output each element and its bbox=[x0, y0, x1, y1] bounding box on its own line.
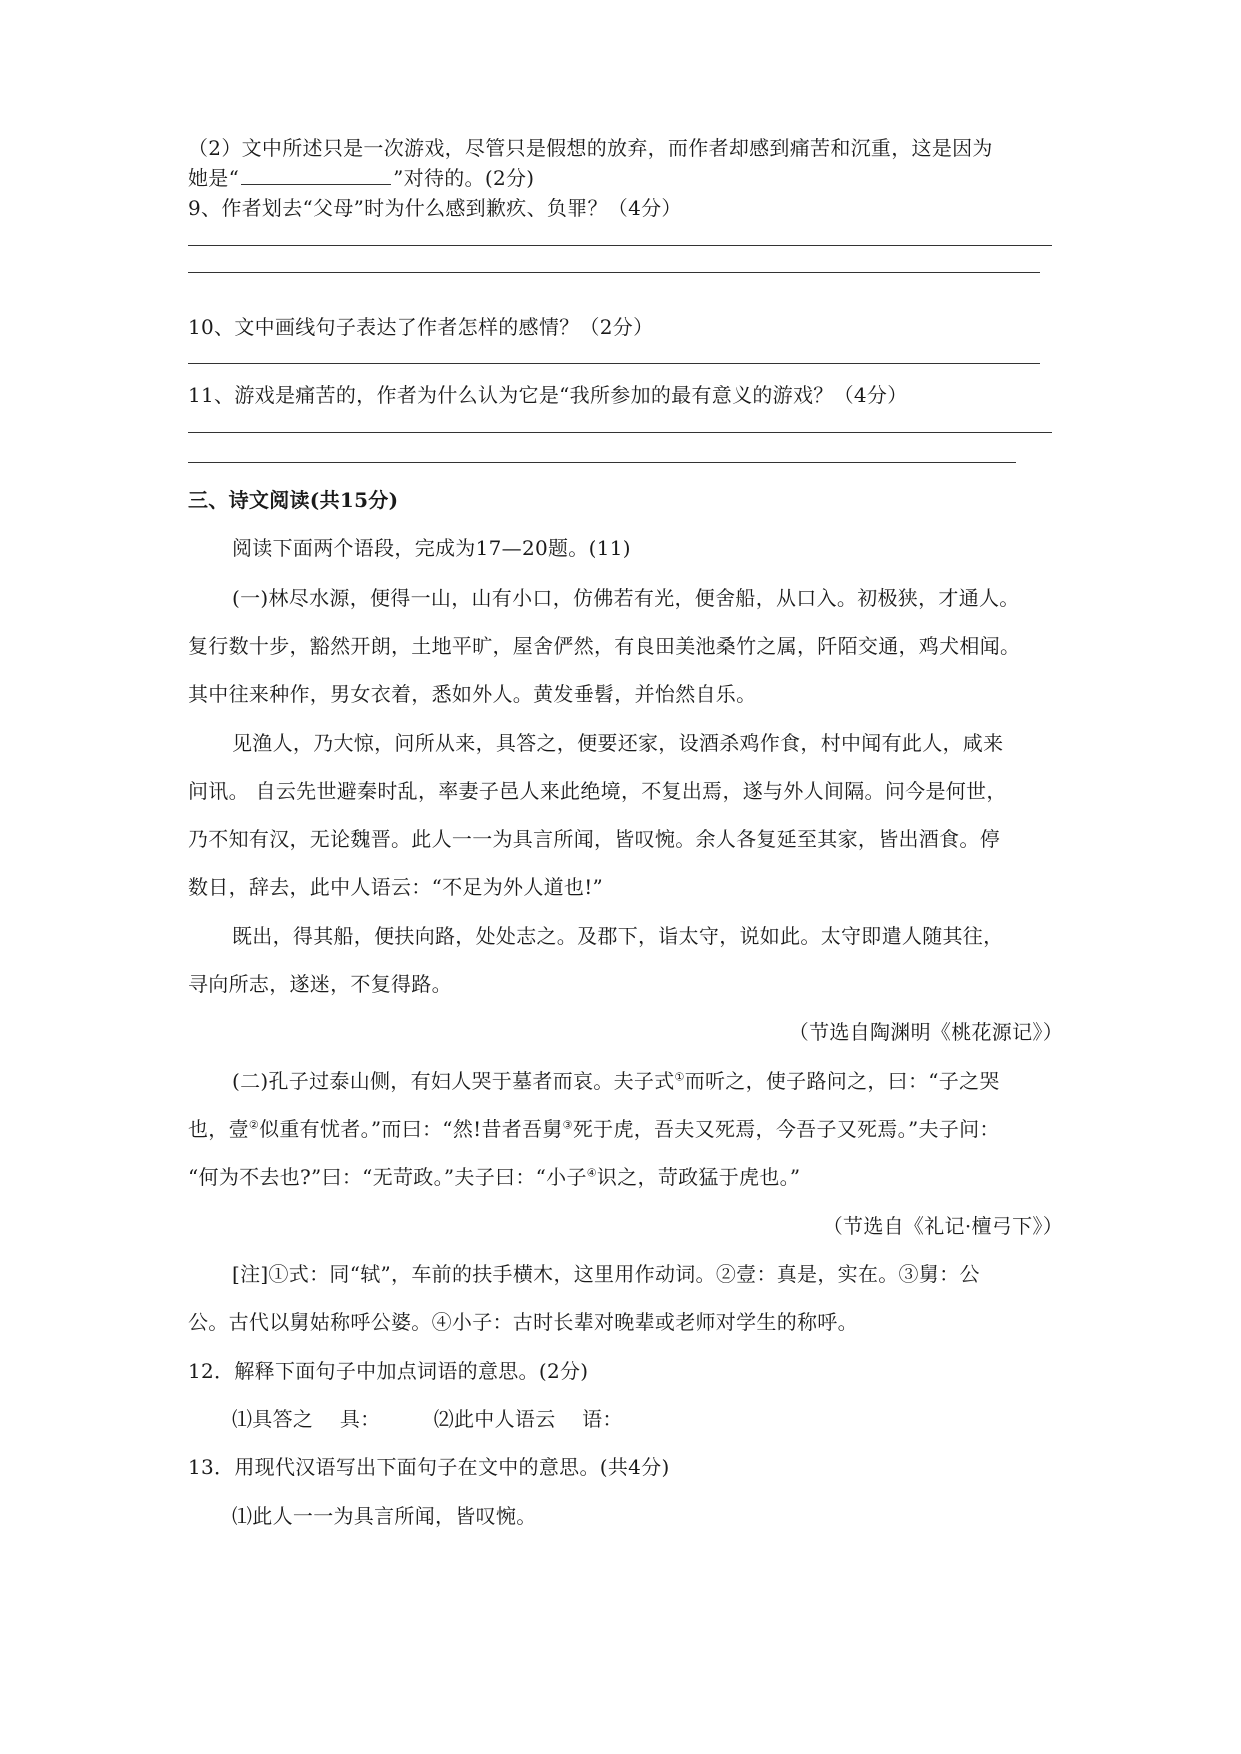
q8-2-line2-post: ”对待的。(2分) bbox=[393, 166, 535, 190]
passage1-p1-line3: 其中往来种作，男女衣着，悉如外人。黄发垂髫，并怡然自乐。 bbox=[188, 682, 757, 706]
answer-line[interactable] bbox=[188, 432, 1052, 433]
passage1-p3-line2: 寻向所志，遂迷，不复得路。 bbox=[188, 972, 452, 996]
answer-line[interactable] bbox=[188, 272, 1040, 273]
q8-2-line1: （2）文中所述只是一次游戏，尽管只是假想的放弃，而作者却感到痛苦和沉重，这是因为 bbox=[188, 136, 993, 160]
answer-line[interactable] bbox=[188, 363, 1040, 364]
passage1-p1-line2: 复行数十步，豁然开朗，土地平旷，屋舍俨然，有良田美池桑竹之属，阡陌交通，鸡犬相闻。 bbox=[188, 634, 1021, 658]
q8-2-line2-pre: 她是“ bbox=[188, 166, 240, 190]
passage2-line1-b: 而听之，使子路问之，曰：“子之哭 bbox=[684, 1069, 1000, 1093]
section-3-title: 三、诗文阅读(共15分) bbox=[188, 488, 399, 512]
passage2-line3 bbox=[188, 1163, 800, 1191]
passage2-line3-b: 识之，苛政猛于虎也。” bbox=[596, 1165, 801, 1189]
passage2-line2 bbox=[188, 1115, 1000, 1143]
passage1-p3-line1: 既出，得其船，便扶向路，处处志之。及郡下，诣太守，说如此。太守即遣人随其往， bbox=[232, 924, 1004, 948]
notes-line1: [注]①式：同“轼”，车前的扶手横木，这里用作动词。②壹：真是，实在。③舅：公 bbox=[232, 1262, 980, 1286]
passage1-p1-line1: (一)林尽水源，便得一山，山有小口，仿佛若有光，便舍船，从口入。初极狭，才通人。 bbox=[232, 586, 1020, 610]
passage1-p2-line3: 乃不知有汉，无论魏晋。此人一一为具言所闻，皆叹惋。余人各复延至其家，皆出酒食。停 bbox=[188, 827, 1000, 851]
answer-line[interactable] bbox=[188, 245, 1052, 246]
passage2-line3-a: “何为不去也?”曰：“无苛政。”夫子曰：“小子 bbox=[188, 1165, 587, 1189]
passage1-p2-line4: 数日，辞去，此中人语云：“不足为外人道也!” bbox=[188, 875, 604, 899]
passage2-line2-c: 死于虎，吾夫又死焉，今吾子又死焉。”夫子问： bbox=[572, 1117, 1000, 1141]
q8-2-line2 bbox=[188, 164, 534, 192]
passage2-line1 bbox=[232, 1067, 1000, 1095]
passage1-source: （节选自陶渊明《桃花源记》） bbox=[788, 1020, 1063, 1044]
q9-question: 9、作者划去“父母”时为什么感到歉疚、负罪？（4分） bbox=[188, 196, 682, 220]
passage2-line2-b: 似重有忧者。”而曰：“然!昔者吾舅 bbox=[259, 1117, 563, 1141]
passage1-p2-line1: 见渔人，乃大惊，问所从来，具答之，便要还家，设酒杀鸡作食，村中闻有此人，咸来 bbox=[232, 731, 1004, 755]
q12-question: 12．解释下面句子中加点词语的意思。(2分) bbox=[188, 1359, 589, 1383]
answer-line[interactable] bbox=[188, 462, 1016, 463]
passage2-line2-a: 也，壹 bbox=[188, 1117, 249, 1141]
q11-question: 11、游戏是痛苦的，作者为什么认为它是“我所参加的最有意义的游戏？（4分） bbox=[188, 383, 908, 407]
q13-item-1: ⑴此人一一为具言所闻，皆叹惋。 bbox=[232, 1504, 537, 1528]
note-marker: ③ bbox=[562, 1118, 573, 1132]
note-marker: ② bbox=[248, 1118, 260, 1132]
q10-question: 10、文中画线句子表达了作者怎样的感情？（2分） bbox=[188, 315, 654, 339]
q12-items: ⑴具答之 具： ⑵此中人语云 语： bbox=[232, 1407, 623, 1431]
passage1-p2-line2: 问讯。 自云先世避秦时乱，率妻子邑人来此绝境，不复出焉，遂与外人间隔。问今是何世， bbox=[188, 779, 1007, 803]
passage2-source: （节选自《礼记·檀弓下》） bbox=[822, 1214, 1063, 1238]
q13-question: 13．用现代汉语写出下面句子在文中的意思。(共4分) bbox=[188, 1455, 670, 1479]
notes-line2: 公。古代以舅姑称呼公婆。④小子：古时长辈对晚辈或老师对学生的称呼。 bbox=[188, 1310, 858, 1334]
passage2-line1-a: (二)孔子过泰山侧，有妇人哭于墓者而哀。夫子式 bbox=[232, 1069, 675, 1093]
note-marker: ① bbox=[674, 1070, 685, 1084]
answer-blank[interactable] bbox=[241, 164, 391, 185]
note-marker: ④ bbox=[586, 1166, 597, 1180]
section-3-intro: 阅读下面两个语段，完成为17—20题。(11) bbox=[232, 536, 631, 560]
